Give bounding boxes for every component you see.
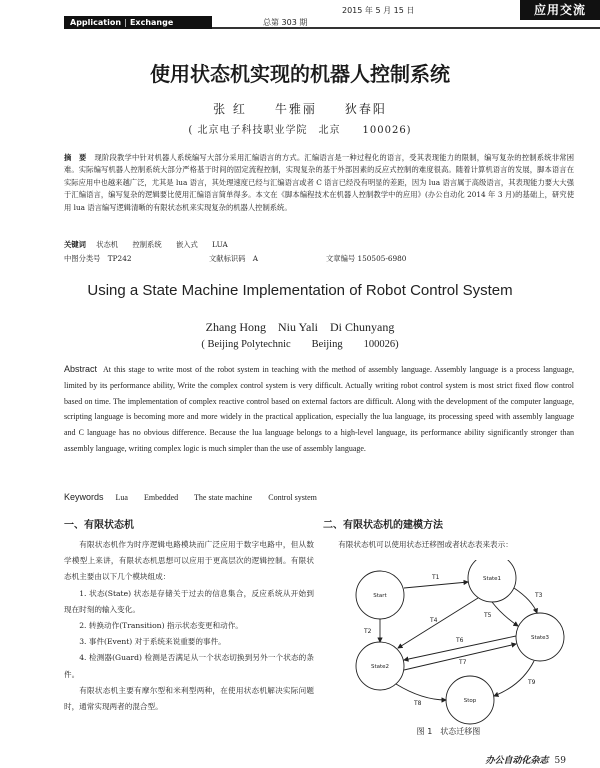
section-1-paragraph: 4. 检测器(Guard) 检测是否满足从一个状态切换到另外一个状态的条件。 <box>64 653 314 679</box>
abstract-en <box>64 362 574 492</box>
paper-affiliation-en: ( Beijing Polytechnic Beijing 100026) <box>201 339 399 350</box>
abstract-cn-label: 摘 要 <box>64 153 87 162</box>
keyword-en: The state machine <box>194 493 253 502</box>
transition-label: T7 <box>459 659 467 666</box>
header-issue: 总第 303 期 <box>263 18 308 27</box>
page-footer <box>486 753 566 766</box>
transition-label: T5 <box>484 612 492 619</box>
keyword-en: Control system <box>268 493 317 502</box>
article-number: 文章编号 150505-6980 <box>326 254 407 263</box>
paper-authors: 张 红 牛雅丽 狄春阳 <box>213 102 387 116</box>
transition-t3 <box>514 588 537 613</box>
abstract-en-label: Abstract <box>64 364 98 374</box>
paper-authors-en: Zhang Hong Niu Yali Di Chunyang <box>205 320 395 334</box>
keywords-cn-label: 关键词 <box>64 240 86 249</box>
footer-journal: 办公自动化杂志 <box>485 756 549 766</box>
section-2-paragraph: 有限状态机可以使用状态迁移图或者状态表来表示： <box>338 540 513 549</box>
keyword-en: Embedded <box>143 493 179 502</box>
keyword-cn: 控制系统 <box>132 240 162 249</box>
keyword-cn: LUA <box>212 240 228 249</box>
transition-label: T4 <box>430 617 438 624</box>
transition-t5 <box>492 602 518 626</box>
transition-label: T2 <box>364 628 372 635</box>
abstract-cn-text: 现阶段教学中针对机器人系统编写大部分采用汇编语言的方式。汇编语言是一种过程化的语言，受其表现能力的限制，编写复杂的控制系统非常困难。实际编写机器人控制系统大部分严格基于时间的固定流程控制，实现复杂的基于外部因素的反应式控制的难度很高。随着计算机语言的发展，脚本语言在实际应用中也越来越广泛，尤其是 lua 语言，其处理速度已经与汇编语言或者 C 语言已经没有明显的差距，因为 lua 语言属于高级语言，其表现能力要大大强于汇编语言，编写复杂的逻辑要比使用汇编语言简单得多。本文在《脚本编程技术在机器人控制教学中的应用》(办公自动化 2014 年 3 月)的基础上，研究使用 lua 语言编写逻辑清晰的有限状态机来实现复杂的机器人控制系统。 <box>64 153 574 212</box>
paper-title: 使用状态机实现的机器人控制系统 <box>150 62 450 86</box>
header-section: 应用交流 <box>520 0 600 20</box>
section-2 <box>323 516 574 553</box>
header-tag-right: Exchange <box>129 18 174 27</box>
keywords-en <box>64 492 331 502</box>
transition-label: T8 <box>414 700 422 707</box>
keyword-cn: 状态机 <box>96 240 119 249</box>
state-transition-diagram <box>332 560 572 725</box>
section-1-paragraph: 2. 转换动作(Transition) 指示状态变更和动作。 <box>79 621 243 631</box>
paper-affiliation: ( 北京电子科技职业学院 北京 100026) <box>188 125 412 136</box>
state-label: Start <box>373 593 387 599</box>
section-2-heading: 二、有限状态机的建模方法 <box>323 520 443 531</box>
footer-page: 59 <box>554 756 566 766</box>
transition-label: T9 <box>528 679 536 686</box>
transition-label: T3 <box>535 592 543 599</box>
abstract-en-text: At this stage to write most of the robot system in teaching with the method of assembly language. Assembly language is a process language, limited by its performance ability, Write the complex control system is very difficult. Actually writing robot control system is most strict fixed flow control based on time. The implementation of complex reactive control based on external factors are difficult. Along with the development of the computer language, scripting language is becoming more and more widely in the practical application, especially the lua language, its processing speed with assembly language and C language has no obvious difference. Because the lua language belongs to a high-level language, its performance ability significantly stronger than assembly language, writing complex logic is much simpler than the use of assembly language. <box>64 365 574 453</box>
state-label: State3 <box>530 635 550 641</box>
section-1-paragraph: 有限状态机作为时序逻辑电路模块而广泛应用于数字电路中，但从数学模型上来讲，有限状态机思想可以应用于更高层次的逻辑控制。有限状态机主要由以下几个模块组成： <box>64 540 314 582</box>
keyword-en: Lua <box>115 493 128 502</box>
clc-number: 中图分类号 TP242 <box>64 254 132 263</box>
state-label: State1 <box>482 576 502 582</box>
header-tag: Application | Exchange <box>64 16 212 29</box>
keywords-cn <box>64 240 240 250</box>
transition-t8 <box>396 684 446 700</box>
figure-caption: 图 1 状态迁移图 <box>416 727 481 736</box>
section-1-paragraph: 1. 状态(State) 状态是存储关于过去的信息集合，反应系统从开始到现在时刻的输入变化。 <box>64 588 314 614</box>
section-1-paragraph: 有限状态机主要有摩尔型和米利型两种，在使用状态机解决实际问题时，通常实现两者的混合型。 <box>64 685 314 712</box>
transition-t4 <box>398 598 478 648</box>
transition-label: T6 <box>456 637 464 644</box>
section-1-paragraph: 3. 事件(Event) 对于系统来说重要的事件。 <box>79 637 226 647</box>
transition-label: T1 <box>432 574 440 581</box>
header-date: 2015 年 5 月 15 日 <box>342 6 415 15</box>
transition-t1 <box>404 582 468 588</box>
abstract-cn <box>64 152 574 236</box>
paper-title-en: Using a State Machine Implementation of Robot Control System <box>87 282 513 299</box>
keywords-en-label: Keywords <box>64 492 104 502</box>
state-label: Stop <box>463 698 477 704</box>
header-tag-left: Application <box>70 18 122 27</box>
section-1 <box>64 516 314 715</box>
keyword-cn: 嵌入式 <box>175 240 198 249</box>
doc-code: 文献标识码 A <box>209 254 259 263</box>
state-label: State2 <box>370 664 390 670</box>
section-1-heading: 一、有限状态机 <box>64 520 134 531</box>
